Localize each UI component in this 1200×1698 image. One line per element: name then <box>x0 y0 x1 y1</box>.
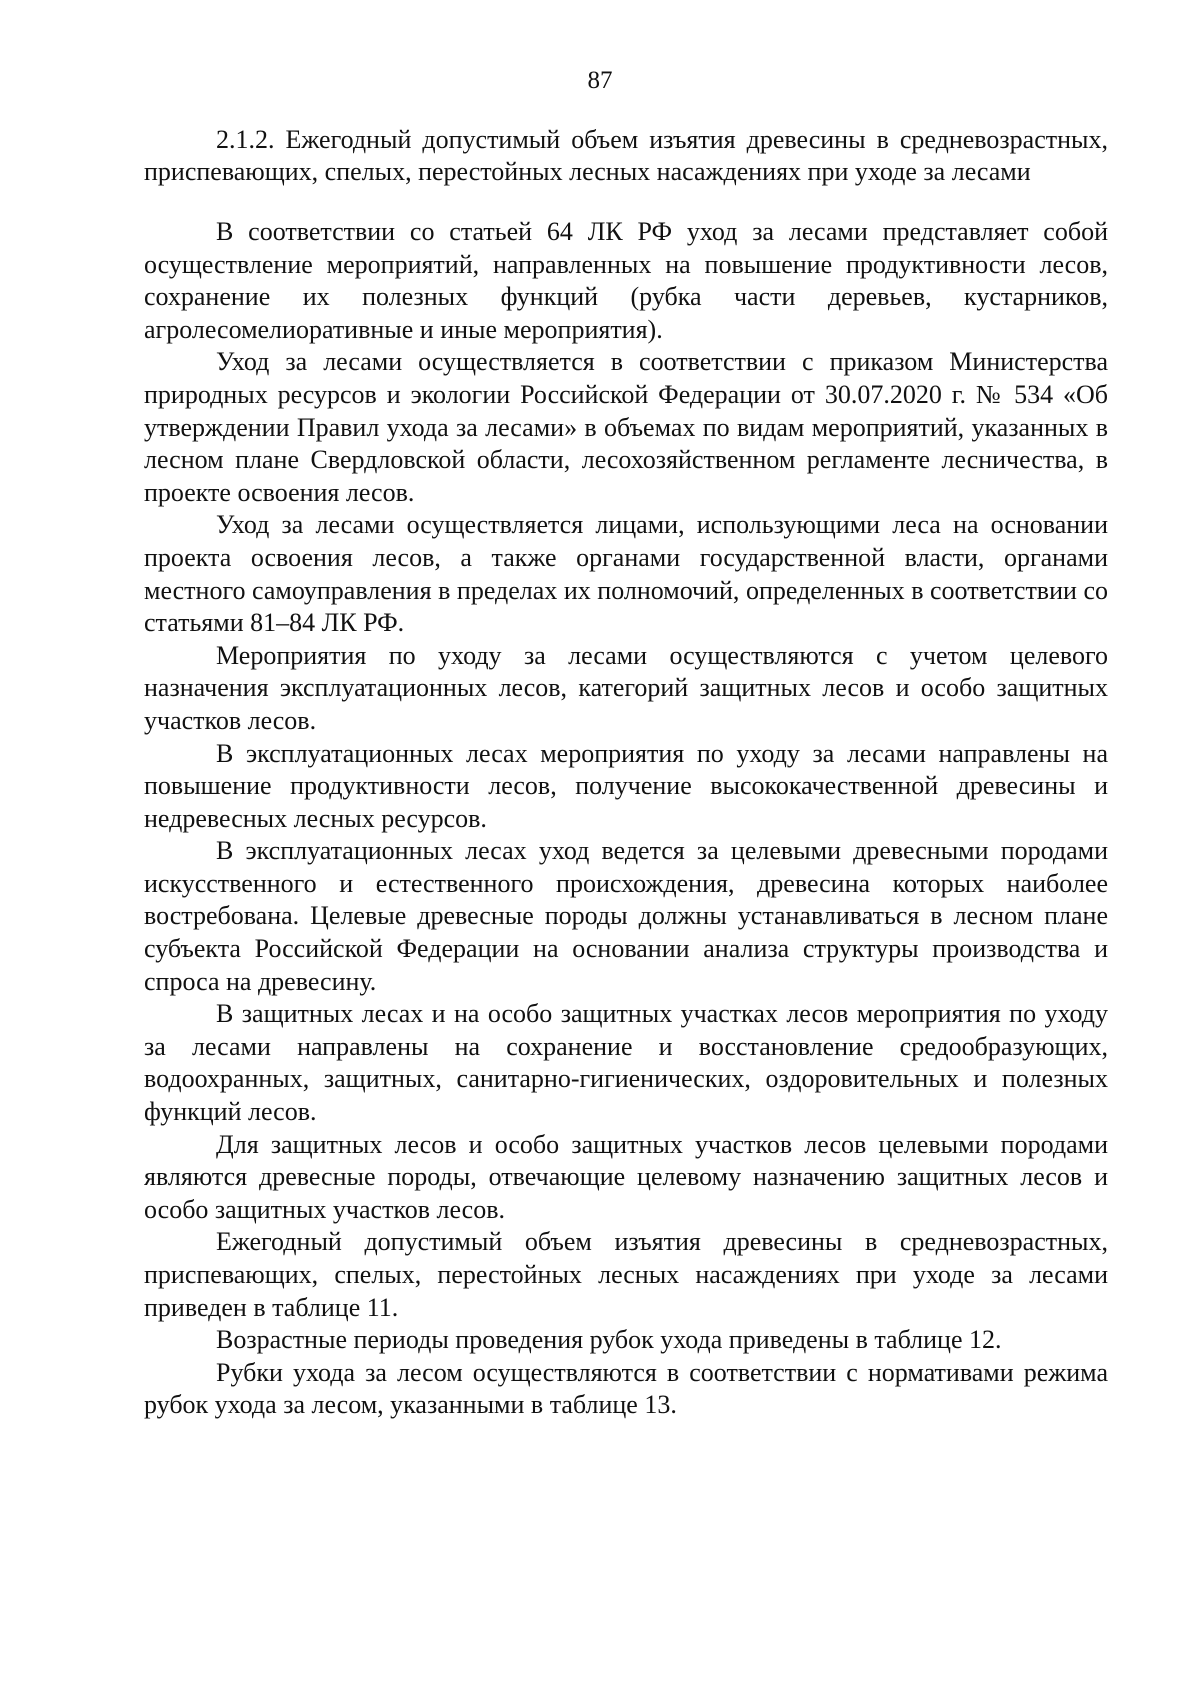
paragraph-protective-target-species: Для защитных лесов и особо защитных участков лесов целевыми породами являются древесные породы, отвечающие целевому назначению защитных лесов и особо защитных участков лесов. <box>144 1129 1108 1224</box>
paragraph-care-regulation: Уход за лесами осуществляется в соответствии с приказом Министерства природных ресурсов и экологии Российской Федерации от 30.07.2020 г. № 534 «Об утверждении Правил ухода за лесами» в объемах по видам мероприятий, указанных в лесном плане Свердловской области, лесохозяйственном регламенте лесничества, в проекте освоения лесов. <box>144 347 1108 507</box>
paragraph-protective-forests-goals: В защитных лесах и на особо защитных участках лесов мероприятия по уходу за лесами направлены на сохранение и восстановление средообразующих, водоохранных, защитных, санитарно-гигиенических, оздоровительных и полезных функций лесов. <box>144 999 1108 1127</box>
paragraph-care-purpose: Мероприятия по уходу за лесами осуществляются с учетом целевого назначения эксплуатационных лесов, категорий защитных лесов и особо защитных участков лесов. <box>144 640 1108 735</box>
paragraph-target-species: В эксплуатационных лесах уход ведется за целевыми древесными породами искусственного и естественного происхождения, древесина которых наиболее востребована. Целевые древесные породы должны устанавливаться в лесном плане субъекта Российской Федерации на основании анализа структуры производства и спроса на древесину. <box>144 836 1108 996</box>
paragraph-exploitation-forests-goals: В эксплуатационных лесах мероприятия по уходу за лесами направлены на повышение продуктивности лесов, получение высококачественной древесины и недревесных лесных ресурсов. <box>144 738 1108 833</box>
page-number: 87 <box>587 67 613 94</box>
body-text <box>144 216 1108 1422</box>
paragraph-table-12-reference: Возрастные периоды проведения рубок ухода приведены в таблице 12. <box>216 1325 1002 1355</box>
paragraph-table-11-reference: Ежегодный допустимый объем изъятия древесины в средневозрастных, приспевающих, спелых, перестойных лесных насаждениях при уходе за лесами приведен в таблице 11. <box>144 1227 1108 1322</box>
paragraph-table-13-reference: Рубки ухода за лесом осуществляются в соответствии с нормативами режима рубок ухода за лесом, указанными в таблице 13. <box>144 1357 1108 1420</box>
paragraph-forest-care-definition: В соответствии со статьей 64 ЛК РФ уход за лесами представляет собой осуществление мероприятий, направленных на повышение продуктивности лесов, сохранение их полезных функций (рубка части деревьев, кустарников, агролесомелиоративные и иные мероприятия). <box>144 217 1108 344</box>
paragraph-care-performers: Уход за лесами осуществляется лицами, использующими леса на основании проекта освоения лесов, а также органами государственной власти, органами местного самоуправления в пределах их полномочий, определенных в соответствии со статьями 81–84 ЛК РФ. <box>144 510 1108 638</box>
section-title: 2.1.2. Ежегодный допустимый объем изъятия древесины в средневозрастных, приспевающих, спелых, перестойных лесных насаждениях при уходе за лесами <box>144 125 1108 186</box>
